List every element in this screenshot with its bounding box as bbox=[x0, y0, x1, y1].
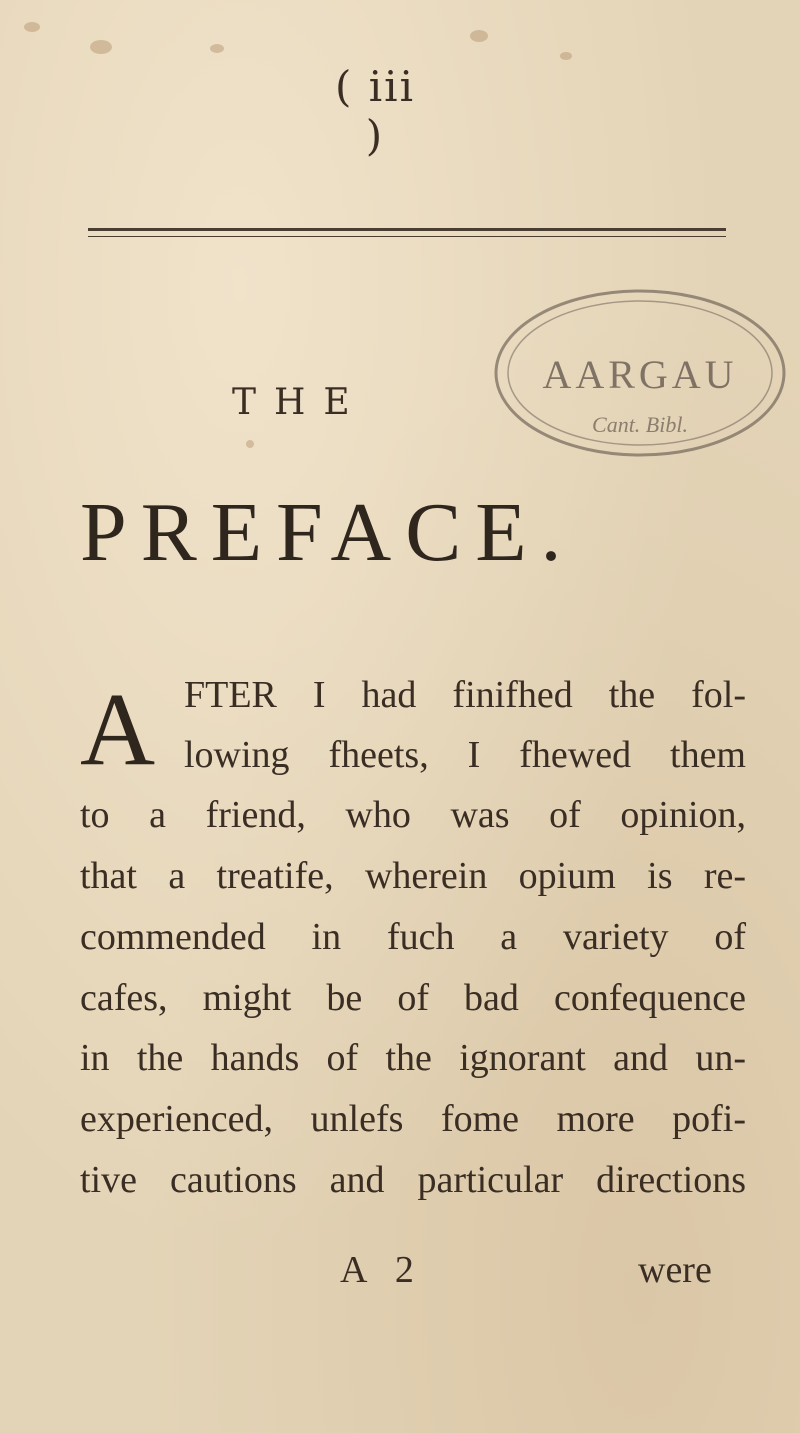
header-rule-thick bbox=[88, 228, 726, 231]
foxing-spot bbox=[560, 52, 572, 60]
page-number: ( iii ) bbox=[334, 62, 416, 160]
text-line: experienced, unlefs fome more pofi- bbox=[80, 1098, 746, 1140]
heading-the: THE bbox=[232, 382, 368, 423]
text-line: that a treatife, wherein opium is re- bbox=[80, 855, 746, 897]
text-line: commended in fuch a variety of bbox=[80, 916, 746, 958]
svg-text:Cant. Bibl.: Cant. Bibl. bbox=[592, 412, 688, 437]
signature-mark: A 2 bbox=[340, 1249, 424, 1291]
text-line: FTER I had finifhed the fol- bbox=[184, 674, 746, 716]
text-line: to a friend, who was of opinion, bbox=[80, 794, 746, 836]
library-stamp bbox=[486, 280, 794, 466]
svg-text:AARGAU: AARGAU bbox=[542, 352, 738, 397]
preface-title: PREFACE. bbox=[80, 486, 576, 579]
foxing-spot bbox=[470, 30, 488, 42]
header-rule-thin bbox=[88, 236, 726, 237]
text-line: in the hands of the ignorant and un- bbox=[80, 1037, 746, 1079]
foxing-spot bbox=[246, 440, 254, 448]
text-line: tive cautions and particular directions bbox=[80, 1159, 746, 1201]
foxing-spot bbox=[24, 22, 40, 32]
foxing-spot bbox=[90, 40, 112, 54]
catchword: were bbox=[638, 1249, 712, 1291]
text-line: cafes, might be of bad confequence bbox=[80, 977, 746, 1019]
text-line: lowing fheets, I fhewed them bbox=[184, 734, 746, 776]
drop-cap: A bbox=[80, 672, 156, 787]
foxing-spot bbox=[210, 44, 224, 53]
